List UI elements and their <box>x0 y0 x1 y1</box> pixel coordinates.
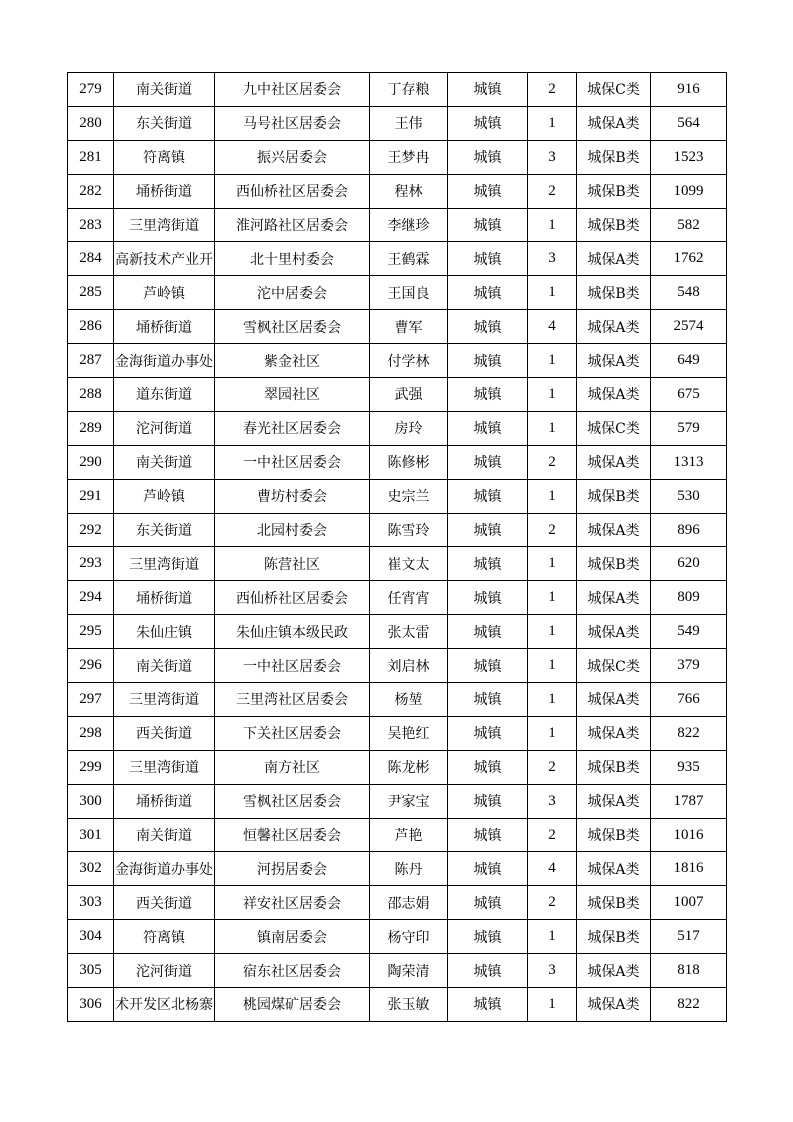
cell-insurance-category: 城保A类 <box>577 581 651 615</box>
cell-amount: 579 <box>651 411 727 445</box>
table-row <box>68 988 727 1022</box>
cell-community-committee: 宿东社区居委会 <box>215 954 370 988</box>
cell-insurance-category: 城保A类 <box>577 310 651 344</box>
cell-street-office: 符离镇 <box>114 140 215 174</box>
cell-amount: 822 <box>651 716 727 750</box>
cell-serial-number: 297 <box>68 683 114 717</box>
cell-household-count: 1 <box>528 547 577 581</box>
cell-serial-number: 288 <box>68 378 114 412</box>
cell-amount: 1816 <box>651 852 727 886</box>
cell-street-office: 芦岭镇 <box>114 276 215 310</box>
cell-street-office: 东关街道 <box>114 106 215 140</box>
cell-person-name: 付学林 <box>370 344 448 378</box>
cell-amount: 649 <box>651 344 727 378</box>
table-row <box>68 411 727 445</box>
cell-area-type: 城镇 <box>448 310 528 344</box>
cell-community-committee: 一中社区居委会 <box>215 445 370 479</box>
cell-household-count: 1 <box>528 581 577 615</box>
table-row <box>68 276 727 310</box>
cell-insurance-category: 城保C类 <box>577 649 651 683</box>
cell-street-office: 道东街道 <box>114 378 215 412</box>
table-row <box>68 73 727 107</box>
cell-person-name: 张太雷 <box>370 615 448 649</box>
cell-area-type: 城镇 <box>448 615 528 649</box>
cell-area-type: 城镇 <box>448 378 528 412</box>
cell-serial-number: 292 <box>68 513 114 547</box>
table-row <box>68 852 727 886</box>
cell-area-type: 城镇 <box>448 479 528 513</box>
cell-street-office: 埇桥街道 <box>114 310 215 344</box>
cell-serial-number: 306 <box>68 988 114 1022</box>
cell-community-committee: 镇南居委会 <box>215 920 370 954</box>
cell-serial-number: 283 <box>68 208 114 242</box>
cell-amount: 620 <box>651 547 727 581</box>
cell-street-office: 南关街道 <box>114 445 215 479</box>
cell-area-type: 城镇 <box>448 818 528 852</box>
cell-street-office: 朱仙庄镇 <box>114 615 215 649</box>
cell-household-count: 3 <box>528 784 577 818</box>
cell-serial-number: 286 <box>68 310 114 344</box>
cell-amount: 2574 <box>651 310 727 344</box>
cell-person-name: 曹军 <box>370 310 448 344</box>
cell-person-name: 王梦冉 <box>370 140 448 174</box>
cell-street-office: 埇桥街道 <box>114 581 215 615</box>
cell-person-name: 陈丹 <box>370 852 448 886</box>
cell-community-committee: 西仙桥社区居委会 <box>215 581 370 615</box>
cell-street-office: 南关街道 <box>114 649 215 683</box>
cell-insurance-category: 城保A类 <box>577 954 651 988</box>
cell-community-committee: 一中社区居委会 <box>215 649 370 683</box>
cell-community-committee: 下关社区居委会 <box>215 716 370 750</box>
cell-insurance-category: 城保A类 <box>577 106 651 140</box>
cell-household-count: 3 <box>528 242 577 276</box>
cell-community-committee: 三里湾社区居委会 <box>215 683 370 717</box>
cell-insurance-category: 城保B类 <box>577 174 651 208</box>
cell-serial-number: 295 <box>68 615 114 649</box>
cell-insurance-category: 城保B类 <box>577 886 651 920</box>
cell-person-name: 房玲 <box>370 411 448 445</box>
cell-community-committee: 翠园社区 <box>215 378 370 412</box>
table-row <box>68 140 727 174</box>
cell-amount: 379 <box>651 649 727 683</box>
cell-area-type: 城镇 <box>448 174 528 208</box>
cell-amount: 1523 <box>651 140 727 174</box>
cell-serial-number: 290 <box>68 445 114 479</box>
cell-community-committee: 淮河路社区居委会 <box>215 208 370 242</box>
table-row <box>68 106 727 140</box>
cell-serial-number: 300 <box>68 784 114 818</box>
cell-person-name: 张玉敏 <box>370 988 448 1022</box>
cell-insurance-category: 城保B类 <box>577 276 651 310</box>
cell-street-office: 金海街道办事处 <box>114 344 215 378</box>
table-row <box>68 547 727 581</box>
table-row <box>68 649 727 683</box>
cell-household-count: 1 <box>528 649 577 683</box>
cell-household-count: 1 <box>528 683 577 717</box>
table-row <box>68 581 727 615</box>
cell-insurance-category: 城保C类 <box>577 73 651 107</box>
cell-person-name: 王鹤霖 <box>370 242 448 276</box>
cell-community-committee: 恒馨社区居委会 <box>215 818 370 852</box>
table-row <box>68 615 727 649</box>
cell-person-name: 史宗兰 <box>370 479 448 513</box>
cell-household-count: 2 <box>528 886 577 920</box>
cell-amount: 766 <box>651 683 727 717</box>
cell-amount: 582 <box>651 208 727 242</box>
cell-area-type: 城镇 <box>448 784 528 818</box>
cell-household-count: 1 <box>528 208 577 242</box>
table-row <box>68 445 727 479</box>
cell-community-committee: 春光社区居委会 <box>215 411 370 445</box>
table-row <box>68 378 727 412</box>
table-row <box>68 716 727 750</box>
cell-community-committee: 桃园煤矿居委会 <box>215 988 370 1022</box>
cell-area-type: 城镇 <box>448 954 528 988</box>
cell-household-count: 2 <box>528 73 577 107</box>
cell-household-count: 1 <box>528 106 577 140</box>
table-row <box>68 683 727 717</box>
cell-person-name: 王伟 <box>370 106 448 140</box>
cell-amount: 916 <box>651 73 727 107</box>
cell-insurance-category: 城保A类 <box>577 852 651 886</box>
cell-street-office: 南关街道 <box>114 818 215 852</box>
cell-amount: 530 <box>651 479 727 513</box>
cell-area-type: 城镇 <box>448 920 528 954</box>
cell-person-name: 武强 <box>370 378 448 412</box>
cell-insurance-category: 城保A类 <box>577 378 651 412</box>
cell-area-type: 城镇 <box>448 73 528 107</box>
cell-street-office: 埇桥街道 <box>114 174 215 208</box>
cell-person-name: 王国良 <box>370 276 448 310</box>
cell-amount: 809 <box>651 581 727 615</box>
cell-serial-number: 285 <box>68 276 114 310</box>
cell-amount: 1016 <box>651 818 727 852</box>
cell-area-type: 城镇 <box>448 208 528 242</box>
cell-street-office: 东关街道 <box>114 513 215 547</box>
cell-community-committee: 沱中居委会 <box>215 276 370 310</box>
cell-household-count: 2 <box>528 750 577 784</box>
cell-household-count: 1 <box>528 411 577 445</box>
cell-household-count: 3 <box>528 954 577 988</box>
cell-street-office: 三里湾街道 <box>114 750 215 784</box>
cell-serial-number: 298 <box>68 716 114 750</box>
cell-serial-number: 291 <box>68 479 114 513</box>
cell-community-committee: 马号社区居委会 <box>215 106 370 140</box>
cell-amount: 549 <box>651 615 727 649</box>
cell-area-type: 城镇 <box>448 106 528 140</box>
cell-insurance-category: 城保A类 <box>577 615 651 649</box>
cell-area-type: 城镇 <box>448 750 528 784</box>
cell-amount: 1787 <box>651 784 727 818</box>
cell-insurance-category: 城保A类 <box>577 716 651 750</box>
cell-serial-number: 301 <box>68 818 114 852</box>
cell-person-name: 陈修彬 <box>370 445 448 479</box>
table-row <box>68 310 727 344</box>
cell-person-name: 芦艳 <box>370 818 448 852</box>
cell-area-type: 城镇 <box>448 886 528 920</box>
cell-street-office: 高新技术产业开 <box>114 242 215 276</box>
cell-community-committee: 振兴居委会 <box>215 140 370 174</box>
cell-person-name: 陶荣清 <box>370 954 448 988</box>
cell-amount: 1313 <box>651 445 727 479</box>
cell-serial-number: 284 <box>68 242 114 276</box>
cell-insurance-category: 城保C类 <box>577 411 651 445</box>
cell-serial-number: 289 <box>68 411 114 445</box>
cell-street-office: 沱河街道 <box>114 954 215 988</box>
cell-person-name: 李继珍 <box>370 208 448 242</box>
cell-area-type: 城镇 <box>448 411 528 445</box>
cell-street-office: 芦岭镇 <box>114 479 215 513</box>
cell-insurance-category: 城保A类 <box>577 784 651 818</box>
cell-household-count: 1 <box>528 344 577 378</box>
cell-community-committee: 陈营社区 <box>215 547 370 581</box>
cell-person-name: 崔文太 <box>370 547 448 581</box>
cell-household-count: 2 <box>528 513 577 547</box>
cell-area-type: 城镇 <box>448 649 528 683</box>
table-body <box>68 73 727 1022</box>
table-row <box>68 479 727 513</box>
cell-insurance-category: 城保B类 <box>577 818 651 852</box>
cell-community-committee: 雪枫社区居委会 <box>215 784 370 818</box>
cell-person-name: 陈雪玲 <box>370 513 448 547</box>
cell-community-committee: 紫金社区 <box>215 344 370 378</box>
cell-person-name: 刘启林 <box>370 649 448 683</box>
cell-serial-number: 299 <box>68 750 114 784</box>
table-row <box>68 513 727 547</box>
cell-amount: 1007 <box>651 886 727 920</box>
cell-street-office: 西关街道 <box>114 716 215 750</box>
cell-insurance-category: 城保B类 <box>577 750 651 784</box>
cell-community-committee: 雪枫社区居委会 <box>215 310 370 344</box>
cell-insurance-category: 城保A类 <box>577 344 651 378</box>
cell-person-name: 邵志娟 <box>370 886 448 920</box>
cell-person-name: 杨守印 <box>370 920 448 954</box>
cell-area-type: 城镇 <box>448 344 528 378</box>
cell-person-name: 杨堃 <box>370 683 448 717</box>
cell-community-committee: 朱仙庄镇本级民政 <box>215 615 370 649</box>
cell-area-type: 城镇 <box>448 852 528 886</box>
cell-serial-number: 279 <box>68 73 114 107</box>
cell-household-count: 4 <box>528 310 577 344</box>
cell-area-type: 城镇 <box>448 242 528 276</box>
cell-street-office: 沱河街道 <box>114 411 215 445</box>
cell-person-name: 程林 <box>370 174 448 208</box>
cell-household-count: 1 <box>528 615 577 649</box>
cell-household-count: 4 <box>528 852 577 886</box>
cell-amount: 1099 <box>651 174 727 208</box>
cell-street-office: 符离镇 <box>114 920 215 954</box>
records-table <box>67 72 727 1022</box>
cell-insurance-category: 城保B类 <box>577 547 651 581</box>
cell-street-office: 埇桥街道 <box>114 784 215 818</box>
cell-community-committee: 九中社区居委会 <box>215 73 370 107</box>
cell-area-type: 城镇 <box>448 716 528 750</box>
cell-street-office: 三里湾街道 <box>114 208 215 242</box>
cell-amount: 1762 <box>651 242 727 276</box>
cell-person-name: 吴艳红 <box>370 716 448 750</box>
cell-person-name: 任宵宵 <box>370 581 448 615</box>
cell-area-type: 城镇 <box>448 276 528 310</box>
cell-serial-number: 305 <box>68 954 114 988</box>
cell-area-type: 城镇 <box>448 547 528 581</box>
cell-street-office: 金海街道办事处 <box>114 852 215 886</box>
cell-serial-number: 304 <box>68 920 114 954</box>
cell-person-name: 陈龙彬 <box>370 750 448 784</box>
cell-serial-number: 296 <box>68 649 114 683</box>
cell-household-count: 1 <box>528 920 577 954</box>
cell-insurance-category: 城保A类 <box>577 513 651 547</box>
cell-street-office: 西关街道 <box>114 886 215 920</box>
table-row <box>68 920 727 954</box>
cell-person-name: 丁存粮 <box>370 73 448 107</box>
cell-serial-number: 293 <box>68 547 114 581</box>
cell-household-count: 1 <box>528 276 577 310</box>
cell-household-count: 2 <box>528 818 577 852</box>
cell-insurance-category: 城保A类 <box>577 242 651 276</box>
cell-amount: 675 <box>651 378 727 412</box>
cell-household-count: 1 <box>528 988 577 1022</box>
cell-insurance-category: 城保A类 <box>577 445 651 479</box>
table-row <box>68 750 727 784</box>
cell-community-committee: 西仙桥社区居委会 <box>215 174 370 208</box>
cell-area-type: 城镇 <box>448 581 528 615</box>
cell-insurance-category: 城保B类 <box>577 479 651 513</box>
cell-insurance-category: 城保B类 <box>577 140 651 174</box>
cell-serial-number: 294 <box>68 581 114 615</box>
cell-household-count: 2 <box>528 174 577 208</box>
table-row <box>68 174 727 208</box>
cell-street-office: 术开发区北杨寨 <box>114 988 215 1022</box>
table-row <box>68 886 727 920</box>
cell-community-committee: 北十里村委会 <box>215 242 370 276</box>
cell-person-name: 尹家宝 <box>370 784 448 818</box>
cell-area-type: 城镇 <box>448 445 528 479</box>
cell-area-type: 城镇 <box>448 513 528 547</box>
cell-insurance-category: 城保B类 <box>577 208 651 242</box>
cell-amount: 517 <box>651 920 727 954</box>
table-row <box>68 242 727 276</box>
cell-amount: 548 <box>651 276 727 310</box>
cell-serial-number: 302 <box>68 852 114 886</box>
cell-amount: 822 <box>651 988 727 1022</box>
cell-serial-number: 282 <box>68 174 114 208</box>
cell-insurance-category: 城保A类 <box>577 988 651 1022</box>
cell-amount: 935 <box>651 750 727 784</box>
cell-amount: 818 <box>651 954 727 988</box>
table-row <box>68 208 727 242</box>
cell-community-committee: 祥安社区居委会 <box>215 886 370 920</box>
cell-street-office: 南关街道 <box>114 73 215 107</box>
cell-community-committee: 北园村委会 <box>215 513 370 547</box>
table-row <box>68 954 727 988</box>
cell-street-office: 三里湾街道 <box>114 547 215 581</box>
cell-insurance-category: 城保A类 <box>577 683 651 717</box>
cell-amount: 564 <box>651 106 727 140</box>
cell-area-type: 城镇 <box>448 140 528 174</box>
cell-amount: 896 <box>651 513 727 547</box>
cell-community-committee: 曹坊村委会 <box>215 479 370 513</box>
cell-household-count: 2 <box>528 445 577 479</box>
cell-community-committee: 河拐居委会 <box>215 852 370 886</box>
cell-household-count: 1 <box>528 479 577 513</box>
table-row <box>68 818 727 852</box>
cell-household-count: 1 <box>528 716 577 750</box>
cell-insurance-category: 城保B类 <box>577 920 651 954</box>
table-row <box>68 344 727 378</box>
cell-area-type: 城镇 <box>448 683 528 717</box>
cell-serial-number: 303 <box>68 886 114 920</box>
cell-household-count: 1 <box>528 378 577 412</box>
cell-serial-number: 287 <box>68 344 114 378</box>
cell-serial-number: 280 <box>68 106 114 140</box>
cell-community-committee: 南方社区 <box>215 750 370 784</box>
cell-serial-number: 281 <box>68 140 114 174</box>
table-row <box>68 784 727 818</box>
cell-household-count: 3 <box>528 140 577 174</box>
cell-area-type: 城镇 <box>448 988 528 1022</box>
cell-street-office: 三里湾街道 <box>114 683 215 717</box>
